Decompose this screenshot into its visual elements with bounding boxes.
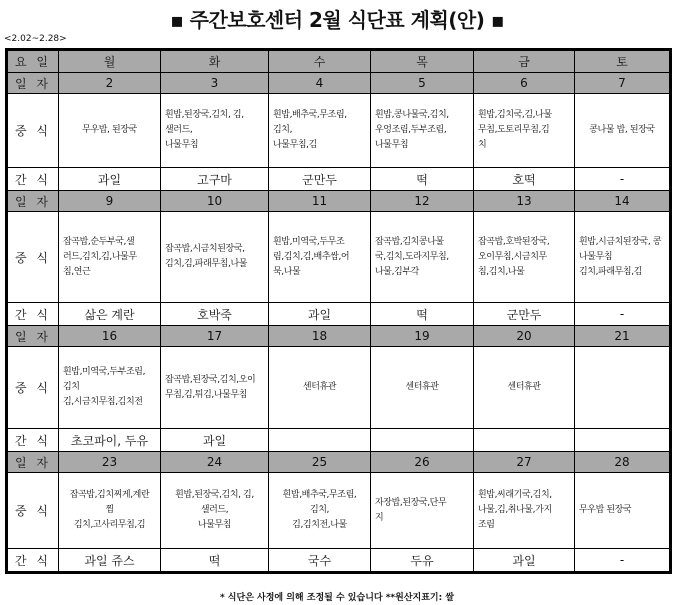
lunch-row bbox=[7, 212, 671, 303]
lunch-menu-cell: 잡곡밥,된장국,김치,오이 무침,김,튀김,나물무침 bbox=[161, 347, 269, 429]
snack-cell bbox=[474, 429, 575, 452]
date-range: <2.02~2.28> bbox=[4, 34, 67, 44]
date-label: 일 자 bbox=[7, 326, 59, 347]
lunch-menu-cell: 흰밥,된장국,김치, 김, 샐러드, 나물무침 bbox=[161, 473, 269, 549]
snack-cell: 과일 bbox=[59, 168, 161, 191]
snack-cell: 떡 bbox=[371, 168, 474, 191]
weekday-header-row bbox=[7, 50, 671, 73]
snack-cell: - bbox=[575, 549, 671, 573]
snack-cell: 과일 쥬스 bbox=[59, 549, 161, 573]
weekday-fri: 금 bbox=[474, 50, 575, 73]
snack-cell: 두유 bbox=[371, 549, 474, 573]
snack-cell: 떡 bbox=[371, 303, 474, 326]
date-cell: 6 bbox=[474, 73, 575, 94]
lunch-menu-cell: 잡곡밥,시금치된장국, 김치,김,파래무침,나물 bbox=[161, 212, 269, 303]
weekday-sat: 토 bbox=[575, 50, 671, 73]
date-cell: 9 bbox=[59, 191, 161, 212]
snack-label: 간 식 bbox=[7, 168, 59, 191]
snack-row bbox=[7, 303, 671, 326]
date-label: 일 자 bbox=[7, 452, 59, 473]
lunch-menu-cell: 흰밥,씨래기국,김치, 나물,김,취나물,가지 조림 bbox=[474, 473, 575, 549]
lunch-menu-cell: 잡곡밥,김치찌게,계란 찜 김치,고사리무침,김 bbox=[59, 473, 161, 549]
date-cell: 24 bbox=[161, 452, 269, 473]
lunch-menu-cell: 잡곡밥,김치콩나물 국,김치,도라지무침, 나물,김부각 bbox=[371, 212, 474, 303]
date-cell: 4 bbox=[269, 73, 371, 94]
lunch-menu-cell: 잡곡밥,호박된장국, 오이무침,시금치무 침,김치,나물 bbox=[474, 212, 575, 303]
snack-cell: 초코파이, 두유 bbox=[59, 429, 161, 452]
lunch-menu-cell: 흰밥,시금치된장국, 콩 나물무침 김치,파래무침,김 bbox=[575, 212, 671, 303]
snack-row bbox=[7, 168, 671, 191]
date-cell: 17 bbox=[161, 326, 269, 347]
snack-cell: 국수 bbox=[269, 549, 371, 573]
date-cell: 13 bbox=[474, 191, 575, 212]
date-cell: 3 bbox=[161, 73, 269, 94]
weekday-tue: 화 bbox=[161, 50, 269, 73]
weekday-wed: 수 bbox=[269, 50, 371, 73]
lunch-menu-cell: 무우밥, 된장국 bbox=[59, 94, 161, 168]
lunch-label: 중 식 bbox=[7, 473, 59, 549]
snack-cell: 군만두 bbox=[269, 168, 371, 191]
date-cell: 21 bbox=[575, 326, 671, 347]
lunch-menu-cell: 센터휴관 bbox=[269, 347, 371, 429]
date-cell: 25 bbox=[269, 452, 371, 473]
weekday-label: 요 일 bbox=[7, 50, 59, 73]
lunch-menu-cell: 자장밥,된장국,단무 지 bbox=[371, 473, 474, 549]
snack-cell bbox=[269, 429, 371, 452]
lunch-row bbox=[7, 473, 671, 549]
snack-cell: - bbox=[575, 168, 671, 191]
snack-cell: - bbox=[575, 303, 671, 326]
date-cell: 5 bbox=[371, 73, 474, 94]
date-cell: 2 bbox=[59, 73, 161, 94]
lunch-label: 중 식 bbox=[7, 94, 59, 168]
snack-cell bbox=[575, 429, 671, 452]
date-cell: 28 bbox=[575, 452, 671, 473]
lunch-menu-cell bbox=[575, 347, 671, 429]
date-cell: 10 bbox=[161, 191, 269, 212]
snack-row bbox=[7, 549, 671, 573]
lunch-menu-cell: 흰밥,배추국,무조림, 김치, 나물무침,김 bbox=[269, 94, 371, 168]
snack-row bbox=[7, 429, 671, 452]
weekday-thu: 목 bbox=[371, 50, 474, 73]
date-cell: 12 bbox=[371, 191, 474, 212]
date-cell: 19 bbox=[371, 326, 474, 347]
lunch-menu-cell: 콩나물 밥, 된장국 bbox=[575, 94, 671, 168]
snack-cell: 고구마 bbox=[161, 168, 269, 191]
date-row bbox=[7, 326, 671, 347]
date-cell: 7 bbox=[575, 73, 671, 94]
snack-cell: 과일 bbox=[161, 429, 269, 452]
snack-cell: 과일 bbox=[474, 549, 575, 573]
date-cell: 18 bbox=[269, 326, 371, 347]
snack-label: 간 식 bbox=[7, 549, 59, 573]
date-row bbox=[7, 452, 671, 473]
lunch-menu-cell: 흰밥,미역국,두부조림, 김치 김,시금치무침,김치전 bbox=[59, 347, 161, 429]
lunch-menu-cell: 흰밥,된장국,김치, 김, 샐러드, 나물무침 bbox=[161, 94, 269, 168]
snack-cell: 군만두 bbox=[474, 303, 575, 326]
page-title: ▪ 주간보호센터 2월 식단표 계획(안) ▪ bbox=[170, 8, 504, 32]
snack-cell: 떡 bbox=[161, 549, 269, 573]
lunch-menu-cell: 센터휴관 bbox=[371, 347, 474, 429]
snack-cell: 과일 bbox=[269, 303, 371, 326]
lunch-menu-cell: 흰밥,배추국,무조림, 김치, 김,김치전,나물 bbox=[269, 473, 371, 549]
lunch-label: 중 식 bbox=[7, 347, 59, 429]
date-cell: 11 bbox=[269, 191, 371, 212]
lunch-menu-cell: 무우밥 된장국 bbox=[575, 473, 671, 549]
date-cell: 16 bbox=[59, 326, 161, 347]
lunch-row bbox=[7, 347, 671, 429]
snack-label: 간 식 bbox=[7, 429, 59, 452]
snack-cell: 호떡 bbox=[474, 168, 575, 191]
lunch-row bbox=[7, 94, 671, 168]
snack-cell: 호박죽 bbox=[161, 303, 269, 326]
date-row bbox=[7, 191, 671, 212]
date-cell: 20 bbox=[474, 326, 575, 347]
footer-note: * 식단은 사정에 의해 조정될 수 있습니다 **원산지표기: 쌀 bbox=[219, 593, 455, 603]
date-cell: 14 bbox=[575, 191, 671, 212]
lunch-menu-cell: 흰밥,미역국,두무조 림,김치,김,배추쌈,어 묵,나물 bbox=[269, 212, 371, 303]
lunch-label: 중 식 bbox=[7, 212, 59, 303]
weekday-mon: 월 bbox=[59, 50, 161, 73]
date-cell: 23 bbox=[59, 452, 161, 473]
date-label: 일 자 bbox=[7, 73, 59, 94]
lunch-menu-cell: 잡곡밥,순두부국,샐 러드,김치,김,나물무 침,연근 bbox=[59, 212, 161, 303]
snack-cell: 삶은 계란 bbox=[59, 303, 161, 326]
date-label: 일 자 bbox=[7, 191, 59, 212]
lunch-menu-cell: 흰밥,김치국,김,나물 무침,도토리무침,김 치 bbox=[474, 94, 575, 168]
date-row bbox=[7, 73, 671, 94]
lunch-menu-cell: 센터휴관 bbox=[474, 347, 575, 429]
date-cell: 27 bbox=[474, 452, 575, 473]
snack-label: 간 식 bbox=[7, 303, 59, 326]
date-cell: 26 bbox=[371, 452, 474, 473]
snack-cell bbox=[371, 429, 474, 452]
lunch-menu-cell: 흰밥,콩나물국,김치, 우엉조림,두부조림, 나물무침 bbox=[371, 94, 474, 168]
menu-table bbox=[5, 48, 672, 574]
